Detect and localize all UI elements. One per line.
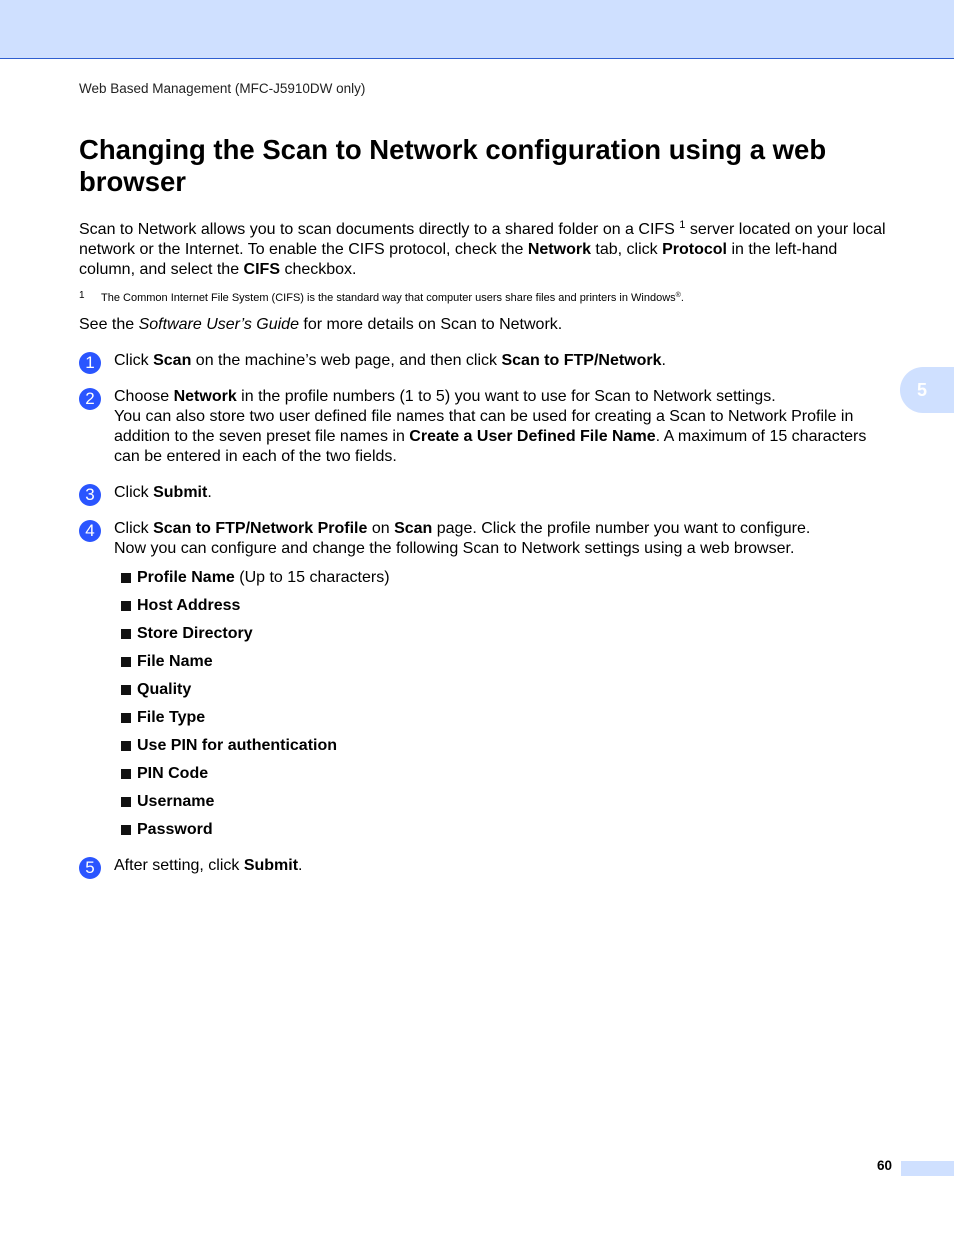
submit-label: Submit [243,857,299,874]
bullet-square-icon [121,685,131,695]
scan-label: Scan [153,352,192,369]
step-number-badge: 3 [79,484,101,506]
step-text-run: on the machine’s web page, and then click [191,352,502,369]
submit-label: Submit [153,484,208,501]
bullet-square-icon [121,601,131,611]
setting-name: PIN Code [137,765,209,782]
registered-mark: ® [675,292,681,299]
list-item [121,736,390,764]
list-item [121,624,390,652]
intro-text: tab, click [590,241,663,258]
step-text-run: . [207,484,212,501]
bullet-square-icon [121,629,131,639]
step-text-run: Click [114,520,154,537]
scan-label: Scan [394,520,433,537]
setting-name: Store Directory [137,625,253,642]
list-item [121,708,390,736]
page-number-bar [901,1161,954,1176]
bullet-square-icon [121,797,131,807]
footnote-reference[interactable]: 1 [679,219,686,231]
bullet-square-icon [121,825,131,835]
bullet-square-icon [121,769,131,779]
footnote-text [101,291,684,306]
list-item [121,596,390,624]
step-text-run: on [367,520,395,537]
footnote-body: The Common Internet File System (CIFS) is the standard way that computer users share files and printers in Windows [101,292,676,304]
list-item [121,680,390,708]
intro-text: in the left-hand column, and select the [79,241,838,278]
step-text [114,351,894,371]
settings-list [121,568,390,848]
step-line [114,519,894,539]
step-number-badge: 1 [79,352,101,374]
scan-to-ftp-network-profile-label: Scan to FTP/Network Profile [153,520,368,537]
top-header-band [0,0,954,59]
intro-paragraph [79,220,894,280]
footnote-number: 1 [79,290,85,301]
guide-reference: Software User’s Guide [138,316,299,333]
setting-name: Use PIN for authentication [137,737,338,754]
list-item [121,820,390,848]
intro-text: checkbox. [280,261,357,278]
step-number-badge: 4 [79,520,101,542]
step-text-run: . A maximum of 15 characters can be entered in each of the two fields. [114,428,867,465]
create-user-defined-file-name-label: Create a User Defined File Name [409,428,656,445]
setting-name: Username [137,793,215,810]
step-number-badge: 5 [79,857,101,879]
step-text [114,519,894,559]
list-item [121,568,390,596]
step-text-run: Click [114,352,154,369]
step-text [114,483,894,503]
step-text-run: . [661,352,666,369]
cifs-label: CIFS [243,261,280,278]
page-number: 60 [876,1158,892,1173]
step-text-run: . [298,857,303,874]
intro-text: Scan to Network allows you to scan documents directly to a shared folder on a CIFS [79,221,680,238]
step-text-run: After setting, click [114,857,244,874]
scan-to-ftp-network-label: Scan to FTP/Network [501,352,662,369]
list-item [121,652,390,680]
step-text-run: in the profile numbers (1 to 5) you want to use for Scan to Network settings. [236,388,776,405]
step-number-badge: 2 [79,388,101,410]
step-line [114,407,894,467]
chapter-tab[interactable] [900,367,954,413]
step-text [114,387,894,467]
setting-note: (Up to 15 characters) [234,569,390,586]
bullet-square-icon [121,741,131,751]
step-text-run: page. Click the profile number you want to configure. [432,520,811,537]
see-also-text: See the [79,316,139,333]
page-title: Changing the Scan to Network configuration using a web browser [79,134,827,197]
see-also-paragraph [79,315,894,335]
step-line [114,387,894,407]
footnote-end: . [680,292,684,304]
setting-name: File Type [137,709,206,726]
setting-name: Host Address [137,597,241,614]
protocol-label: Protocol [662,241,727,258]
running-header: Web Based Management (MFC-J5910DW only) [79,81,366,96]
step-text-run: Click [114,484,154,501]
setting-name: Quality [137,681,192,698]
intro-text: server located on your local network or the Internet. To enable the CIFS protocol, check the [79,221,886,258]
step-text-run: Now you can configure and change the following Scan to Network settings using a web browser. [114,540,795,557]
step-text [114,856,894,876]
bullet-square-icon [121,657,131,667]
bullet-square-icon [121,713,131,723]
network-label: Network [173,388,237,405]
step-text-run: Choose [114,388,174,405]
setting-name: Profile Name [137,569,235,586]
setting-name: Password [137,821,213,838]
see-also-text: for more details on Scan to Network. [298,316,563,333]
list-item [121,792,390,820]
chapter-number: 5 [917,380,928,400]
network-tab-label: Network [527,241,591,258]
step-line [114,539,894,559]
bullet-square-icon [121,573,131,583]
step-text-run: You can also store two user defined file names that can be used for creating a Scan to Network Profile in addition to the seven preset file names in [114,408,854,445]
list-item [121,764,390,792]
setting-name: File Name [137,653,213,670]
